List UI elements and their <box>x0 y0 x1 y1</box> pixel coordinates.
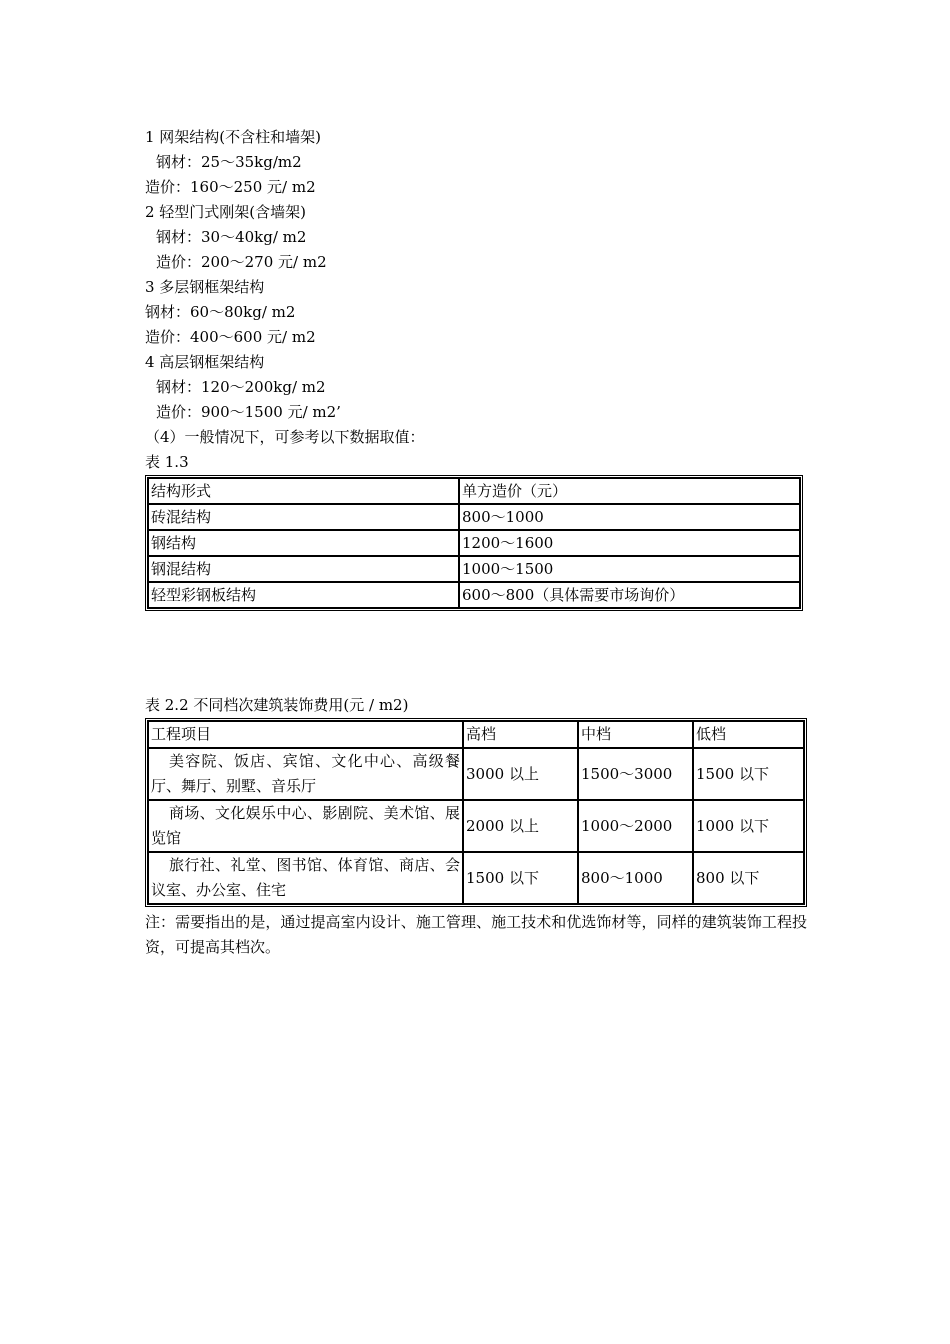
price-cell: 1500～3000 <box>578 748 693 800</box>
table-header-cell: 高档 <box>463 721 578 748</box>
price-cell: 1000～2000 <box>578 800 693 852</box>
table-row <box>148 556 800 582</box>
price-cell: 2000 以上 <box>463 800 578 852</box>
document-page <box>145 125 807 960</box>
note-paragraph: 注：需要指出的是，通过提高室内设计、施工管理、施工技术和优选饰材等，同样的建筑装饰工程投资，可提高其档次。 <box>145 913 807 956</box>
table-header-cell: 结构形式 <box>148 478 459 504</box>
price-cell: 3000 以上 <box>463 748 578 800</box>
table-cell: 轻型彩钢板结构 <box>148 582 459 608</box>
table-cell: 钢结构 <box>148 530 459 556</box>
table-row <box>148 582 800 608</box>
structure-cost-table <box>145 475 803 611</box>
table-header-row <box>148 478 800 504</box>
table1-caption: 表 1.3 <box>145 453 189 471</box>
section-line: 造价：200～270 元/ m2 <box>156 253 327 271</box>
price-cell: 1500 以下 <box>693 748 804 800</box>
table-header-cell: 单方造价（元） <box>459 478 800 504</box>
section-line: 1 网架结构(不含柱和墙架) <box>145 128 322 146</box>
table-header-cell: 低档 <box>693 721 804 748</box>
price-cell: 800 以下 <box>693 852 804 904</box>
section-line: 钢材：25～35kg/m2 <box>156 153 302 171</box>
table-row <box>148 504 800 530</box>
table-cell: 1000～1500 <box>459 556 800 582</box>
table-header-cell: 工程项目 <box>148 721 463 748</box>
table-cell: 800～1000 <box>459 504 800 530</box>
section-line: 2 轻型门式刚架(含墙架) <box>145 203 307 221</box>
decoration-cost-table <box>145 718 807 907</box>
section-line: 钢材：120～200kg/ m2 <box>156 378 326 396</box>
section-line: 4 高层钢框架结构 <box>145 353 265 371</box>
table-row <box>148 748 804 800</box>
steel-structure-list <box>145 125 807 450</box>
section-line: 造价：900～1500 元/ m2’ <box>156 403 341 421</box>
table-header-cell: 中档 <box>578 721 693 748</box>
table-header-row <box>148 721 804 748</box>
price-cell: 800～1000 <box>578 852 693 904</box>
table-cell: 钢混结构 <box>148 556 459 582</box>
section-line: 造价：400～600 元/ m2 <box>145 328 316 346</box>
section-line: 钢材：60～80kg/ m2 <box>145 303 296 321</box>
section-line: 3 多层钢框架结构 <box>145 278 265 296</box>
table-row <box>148 800 804 852</box>
project-item-cell: 商场、文化娱乐中心、影剧院、美术馆、展览馆 <box>148 800 463 852</box>
table-cell: 600～800（具体需要市场询价） <box>459 582 800 608</box>
project-item-cell: 旅行社、礼堂、图书馆、体育馆、商店、会议室、办公室、住宅 <box>148 852 463 904</box>
project-item-cell: 美容院、饭店、宾馆、文化中心、高级餐厅、舞厅、别墅、音乐厅 <box>148 748 463 800</box>
price-cell: 1500 以下 <box>463 852 578 904</box>
section-line: （4）一般情况下，可参考以下数据取值： <box>145 428 425 446</box>
table-cell: 1200～1600 <box>459 530 800 556</box>
table2-caption: 表 2.2 不同档次建筑装饰费用(元 / m2) <box>145 696 409 714</box>
table-cell: 砖混结构 <box>148 504 459 530</box>
section-line: 钢材：30～40kg/ m2 <box>156 228 307 246</box>
table-row <box>148 530 800 556</box>
table-row <box>148 852 804 904</box>
section-line: 造价：160～250 元/ m2 <box>145 178 316 196</box>
price-cell: 1000 以下 <box>693 800 804 852</box>
